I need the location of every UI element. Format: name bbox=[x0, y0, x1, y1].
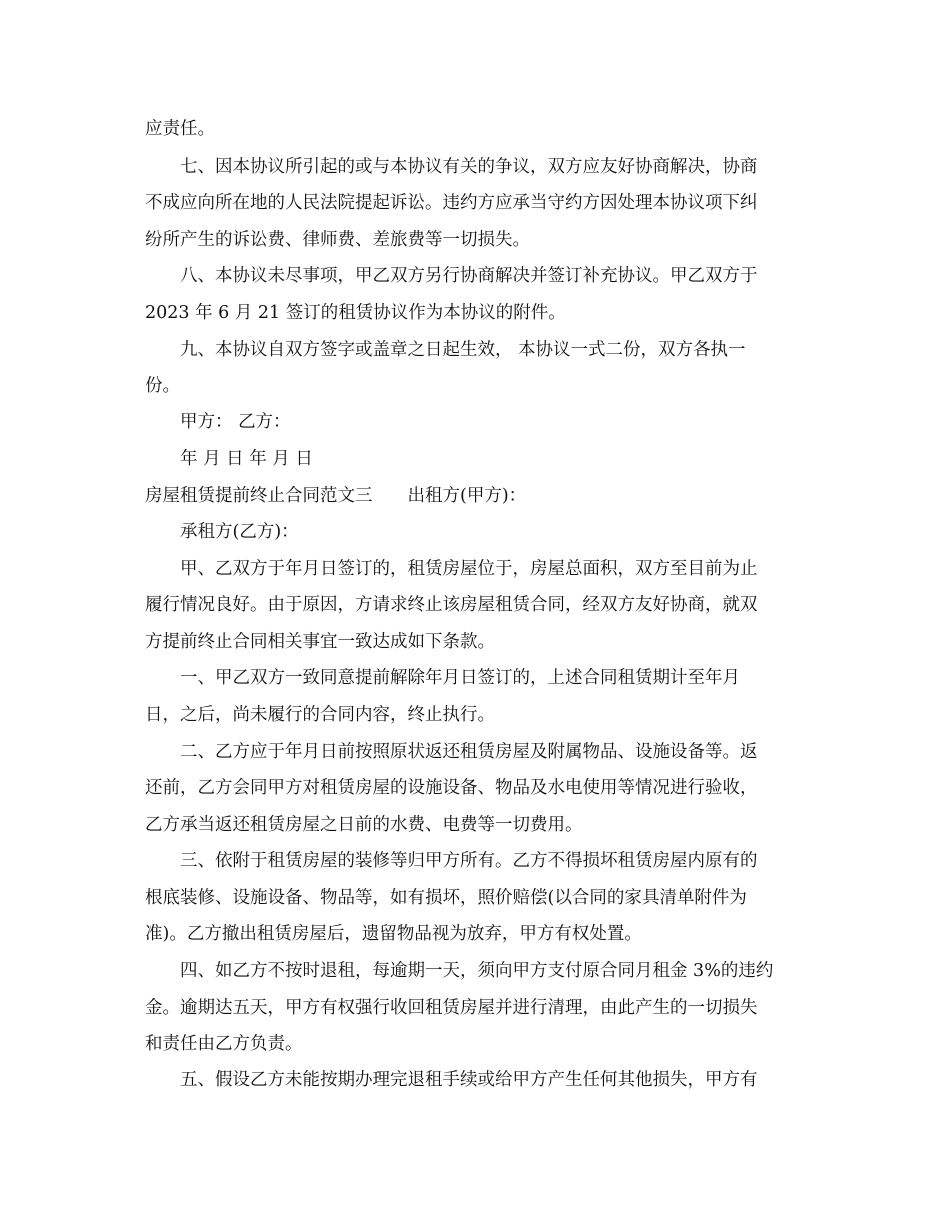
text-line: 纷所产生的诉讼费、律师费、差旅费等一切损失。 bbox=[145, 230, 530, 250]
text-line: 九、本协议自双方签字或盖章之日起生效， 本协议一式二份，双方各执一 bbox=[180, 340, 746, 360]
text-line: 三、依附于租赁房屋的装修等归甲方所有。乙方不得损坏租赁房屋内原有的 bbox=[180, 851, 758, 871]
text-line: 五、假设乙方未能按期办理完退租手续或给甲方产生任何其他损失，甲方有 bbox=[180, 1070, 758, 1090]
lessee-label: 承租方(乙方)： bbox=[180, 522, 299, 542]
text-line: 份。 bbox=[145, 376, 180, 396]
text-line: 日，之后，尚未履行的合同内容，终止执行。 bbox=[145, 705, 495, 725]
text-line: 二、乙方应于年月日前按照原状返还租赁房屋及附属物品、设施设备等。返 bbox=[180, 742, 758, 762]
text-line: 根底装修、设施设备、物品等，如有损坏，照价赔偿(以合同的家具清单附件为 bbox=[145, 888, 747, 908]
text-line: 乙方承当返还租赁房屋之日前的水费、电费等一切费用。 bbox=[145, 815, 583, 835]
text-line: 应责任。 bbox=[145, 119, 215, 139]
text-line: 八、本协议未尽事项，甲乙双方另行协商解决并签订补充协议。甲乙双方于 bbox=[180, 266, 758, 286]
text-line: 2023 年 6 月 21 签订的租赁协议作为本协议的附件。 bbox=[145, 303, 566, 323]
text-line: 一、甲乙双方一致同意提前解除年月日签订的，上述合同租赁期计至年月 bbox=[180, 668, 740, 688]
text-line: 甲、乙双方于年月日签订的，租赁房屋位于，房屋总面积，双方至目前为止 bbox=[180, 559, 758, 579]
text-line: 四、如乙方不按时退租，每逾期一天，须向甲方支付原合同月租金 3%的违约 bbox=[180, 961, 774, 981]
text-line: 金。逾期达五天，甲方有权强行收回租赁房屋并进行清理，由此产生的一切损失 bbox=[145, 998, 758, 1018]
text-line: 准)。乙方撤出租赁房屋后，遗留物品视为放弃，甲方有权处置。 bbox=[145, 924, 642, 944]
section-heading: 房屋租赁提前终止合同范文三 出租方(甲方)： bbox=[145, 486, 527, 506]
text-line: 不成应向所在地的人民法院提起诉讼。违约方应承当守约方因处理本协议项下纠 bbox=[145, 193, 758, 213]
text-line: 方提前终止合同相关事宜一致达成如下条款。 bbox=[145, 632, 495, 652]
text-line: 七、因本协议所引起的或与本协议有关的争议，双方应友好协商解决，协商 bbox=[180, 157, 758, 177]
text-line: 和责任由乙方负责。 bbox=[145, 1034, 303, 1054]
text-line: 还前，乙方会同甲方对租赁房屋的设施设备、物品及水电使用等情况进行验收， bbox=[145, 778, 758, 798]
text-line: 履行情况良好。由于原因，方请求终止该房屋租赁合同，经双方友好协商，就双 bbox=[145, 595, 758, 615]
signature-parties: 甲方： 乙方： bbox=[180, 412, 291, 432]
signature-dates: 年 月 日 年 月 日 bbox=[180, 449, 313, 469]
